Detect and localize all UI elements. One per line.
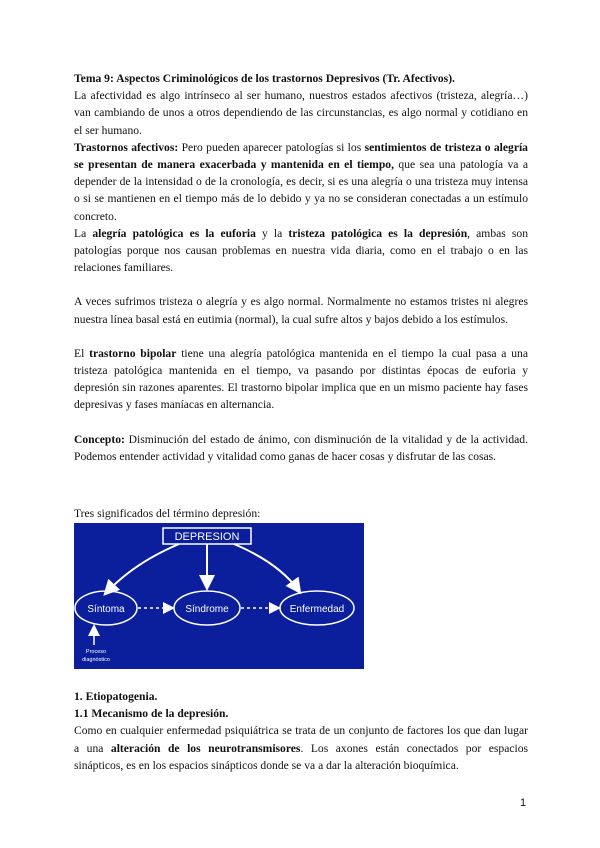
proceso-label: Proceso [85,649,107,655]
page-number: 1 [520,797,527,809]
paragraph-eutimia: A veces sufrimos tristeza o alegría y es algo normal. Normalmente no estamos tristes ni alegres nuestra línea basal está en eutimia (normal), la cual sufre altos y bajos debido a los estímulos. [74,295,528,326]
depression-diagram [74,523,364,669]
spacer [74,414,528,431]
body-text-top [74,70,528,465]
paragraph-afectividad: La afectividad es algo intrínseco al ser humano, nuestros estados afectivos (tristeza, alegría…) van cambiando de unos a otros dependiendo de las circunstancias, es algo normal y cotidiano en el ser humano. [74,89,528,137]
paragraph-concepto: Concepto: Disminución del estado de ánimo, con disminución de la vitalidad y de la actividad. Podemos entender actividad y vitalidad como ganas de hacer cosas y disfrutar de las cosas. [74,432,528,463]
sintoma-label: Síntoma [87,604,125,615]
depresion-label: DEPRESION [174,531,240,543]
subsection-heading-mecanismo: 1.1 Mecanismo de la depresión. [74,707,229,721]
body-text-bottom [74,688,528,774]
sindrome-label: Síndrome [185,604,229,615]
paragraph-neurotransmisores: Como en cualquier enfermedad psiquiátrica se trata de un conjunto de factores los que dan lugar a una alteración de los neurotransmisores. Los axones están conectados por espacios sinápticos, es en los espacios sinápticos donde se va a dar la alteración bioquímica. [74,724,529,772]
page-heading: Tema 9: Aspectos Criminológicos de los trastornos Depresivos (Tr. Afectivos). [74,72,455,85]
paragraph-euforia-depresion: La alegría patológica es la euforia y la tristeza patológica es la depresión, ambas son patologías porque nos causan problemas en nuestra vida diaria, como en el trabajo o en las relaciones familiares. [74,226,528,275]
diagram-caption: Tres significados del término depresión: [74,507,261,520]
paragraph-bipolar: El trastorno bipolar tiene una alegría patológica mantenida en el tiempo la cual pasa a una tristeza patológica mantenida en el tiempo, va pasando por distintas épocas de euforia y depresión sin razones aparentes. El trastorno bipolar implica que en un mismo paciente hay fases depresivas y fases maníacas en alternancia. [74,346,529,412]
spacer [74,276,528,293]
enfermedad-label: Enfermedad [289,604,345,615]
diagnostico-label: diagnóstico [82,657,110,663]
arrow-to-sintoma [106,544,179,593]
section-heading-etiopatogenia: 1. Etiopatogenia. [74,690,158,703]
diagram-svg [74,523,364,669]
arrow-to-enfermedad [234,544,299,591]
paragraph-trastornos-afectivos: Trastornos afectivos: Pero pueden aparecer patologías si los sentimientos de tristeza o alegría se presentan de manera exacerbada y mantenida en el tiempo, que sea una patología va a depender de la intensidad o de la cronología, es decir, si es una alegría o una tristeza muy intensa o si se mantienen en el tiempo más de lo debido y ya no se consideran conectadas a un estímulo concreto. [74,140,528,223]
spacer [74,328,528,345]
